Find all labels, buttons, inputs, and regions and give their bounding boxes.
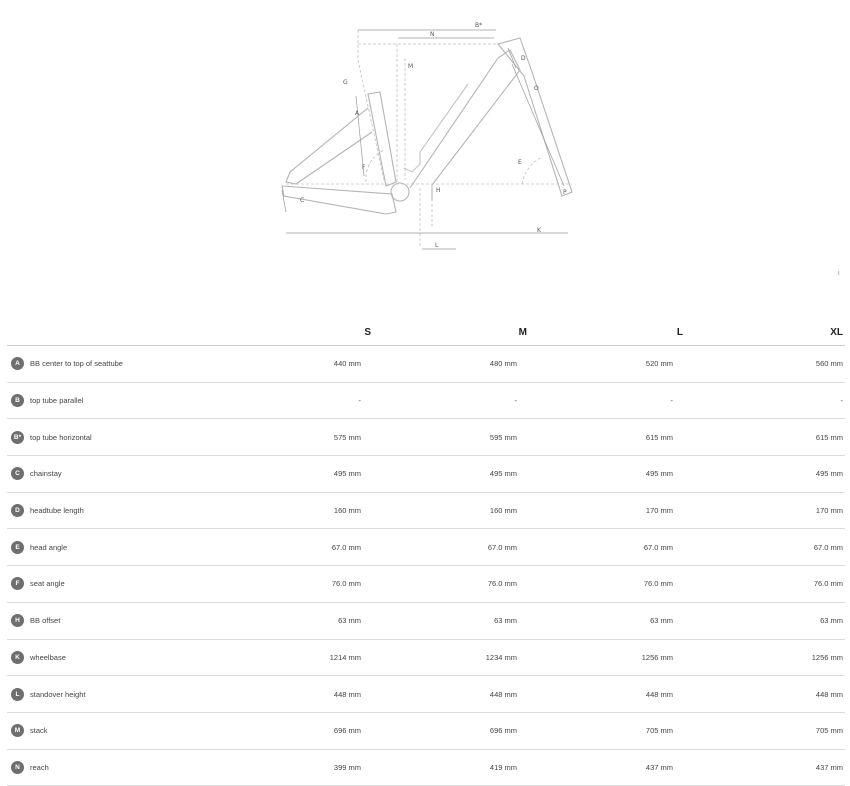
measure-label: stack xyxy=(30,726,48,736)
measure-value: 160 mm xyxy=(373,492,529,529)
measure-value: 575 mm xyxy=(217,419,373,456)
frame-outline xyxy=(282,38,572,214)
measure-value: 170 mm xyxy=(529,492,685,529)
header-empty xyxy=(7,320,217,346)
header-size-xl: XL xyxy=(685,320,845,346)
dimension-arrows xyxy=(282,30,568,249)
measure-key-badge: D xyxy=(11,504,24,517)
label-k: K xyxy=(537,227,541,234)
measure-label: chainstay xyxy=(30,469,62,479)
measure-value: 63 mm xyxy=(529,602,685,639)
table-row xyxy=(7,456,845,493)
measure-value: 448 mm xyxy=(685,676,845,713)
row-label-cell xyxy=(7,602,217,639)
measure-value: 437 mm xyxy=(685,749,845,786)
measure-value: 448 mm xyxy=(373,676,529,713)
measure-value: 495 mm xyxy=(685,456,845,493)
row-label-cell xyxy=(7,346,217,383)
measure-label: seat angle xyxy=(30,579,65,589)
measure-value: 495 mm xyxy=(529,456,685,493)
geometry-table xyxy=(7,320,845,786)
row-label-cell xyxy=(7,492,217,529)
measure-value: 520 mm xyxy=(529,346,685,383)
table-row xyxy=(7,602,845,639)
measure-key-badge: C xyxy=(11,467,24,480)
table-row xyxy=(7,419,845,456)
measure-value: 67.0 mm xyxy=(217,529,373,566)
measure-value: 440 mm xyxy=(217,346,373,383)
header-size-s: S xyxy=(217,320,373,346)
measure-value: 615 mm xyxy=(685,419,845,456)
table-row xyxy=(7,566,845,603)
label-f: F xyxy=(362,164,366,171)
measure-value: 705 mm xyxy=(529,712,685,749)
measure-value: - xyxy=(217,382,373,419)
table-header-row xyxy=(7,320,845,346)
measure-value: - xyxy=(529,382,685,419)
measure-label: BB center to top of seattube xyxy=(30,359,123,369)
measure-value: 1234 mm xyxy=(373,639,529,676)
corner-mark: i xyxy=(838,270,840,277)
row-label-cell xyxy=(7,676,217,713)
measure-label: head angle xyxy=(30,542,68,552)
measure-value: 560 mm xyxy=(685,346,845,383)
table-row xyxy=(7,529,845,566)
measure-key-badge: H xyxy=(11,614,24,627)
measure-value: - xyxy=(373,382,529,419)
measure-value: 63 mm xyxy=(217,602,373,639)
measure-value: 1214 mm xyxy=(217,639,373,676)
measure-value: - xyxy=(685,382,845,419)
measure-value: 399 mm xyxy=(217,749,373,786)
measure-key-badge: N xyxy=(11,761,24,774)
geometry-diagram xyxy=(0,0,850,290)
measure-label: top tube horizontal xyxy=(30,432,92,442)
label-l: L xyxy=(435,242,439,249)
measure-label: wheelbase xyxy=(30,652,66,662)
row-label-cell xyxy=(7,456,217,493)
label-b-star: B* xyxy=(475,22,483,29)
measure-label: reach xyxy=(30,762,49,772)
header-size-m: M xyxy=(373,320,529,346)
measure-value: 1256 mm xyxy=(685,639,845,676)
row-label-cell xyxy=(7,382,217,419)
measure-key-badge: B* xyxy=(11,431,24,444)
header-size-l: L xyxy=(529,320,685,346)
measure-value: 437 mm xyxy=(529,749,685,786)
measure-key-badge: M xyxy=(11,724,24,737)
row-label-cell xyxy=(7,712,217,749)
table-row xyxy=(7,712,845,749)
measure-value: 705 mm xyxy=(685,712,845,749)
measure-value: 76.0 mm xyxy=(685,566,845,603)
table-row xyxy=(7,492,845,529)
measure-value: 67.0 mm xyxy=(529,529,685,566)
measure-value: 76.0 mm xyxy=(373,566,529,603)
row-label-cell xyxy=(7,529,217,566)
measure-label: top tube parallel xyxy=(30,396,84,406)
measure-value: 170 mm xyxy=(685,492,845,529)
measure-value: 63 mm xyxy=(685,602,845,639)
bike-frame-drawing xyxy=(0,0,850,290)
measure-key-badge: F xyxy=(11,577,24,590)
measure-value: 495 mm xyxy=(217,456,373,493)
measure-value: 595 mm xyxy=(373,419,529,456)
label-h: H xyxy=(436,187,441,194)
table-row xyxy=(7,346,845,383)
measure-value: 63 mm xyxy=(373,602,529,639)
measure-label: BB offset xyxy=(30,616,61,626)
label-a: A xyxy=(355,110,360,117)
row-label-cell xyxy=(7,639,217,676)
measure-key-badge: A xyxy=(11,357,24,370)
measure-value: 448 mm xyxy=(529,676,685,713)
label-n: N xyxy=(430,31,435,38)
row-label-cell xyxy=(7,749,217,786)
measure-label: headtube length xyxy=(30,506,84,516)
label-g: G xyxy=(343,79,348,86)
label-p: P xyxy=(563,189,567,196)
measure-value: 419 mm xyxy=(373,749,529,786)
measure-key-badge: L xyxy=(11,688,24,701)
measure-value: 76.0 mm xyxy=(529,566,685,603)
measure-key-badge: B xyxy=(11,394,24,407)
measure-label: standover height xyxy=(30,689,86,699)
measure-value: 615 mm xyxy=(529,419,685,456)
measure-key-badge: E xyxy=(11,541,24,554)
label-o: O xyxy=(534,85,539,92)
measure-value: 67.0 mm xyxy=(685,529,845,566)
measure-value: 480 mm xyxy=(373,346,529,383)
row-label-cell xyxy=(7,566,217,603)
label-m: M xyxy=(408,63,414,70)
measure-value: 696 mm xyxy=(373,712,529,749)
table-row xyxy=(7,382,845,419)
label-d: D xyxy=(521,55,526,62)
measure-key-badge: K xyxy=(11,651,24,664)
table-row xyxy=(7,749,845,786)
label-e: E xyxy=(518,159,522,166)
table-body xyxy=(7,346,845,786)
measure-value: 67.0 mm xyxy=(373,529,529,566)
measure-value: 696 mm xyxy=(217,712,373,749)
measure-value: 1256 mm xyxy=(529,639,685,676)
measure-value: 495 mm xyxy=(373,456,529,493)
measure-value: 76.0 mm xyxy=(217,566,373,603)
measure-value: 160 mm xyxy=(217,492,373,529)
measure-value: 448 mm xyxy=(217,676,373,713)
table-row xyxy=(7,676,845,713)
row-label-cell xyxy=(7,419,217,456)
table-row xyxy=(7,639,845,676)
label-c: C xyxy=(300,197,305,204)
